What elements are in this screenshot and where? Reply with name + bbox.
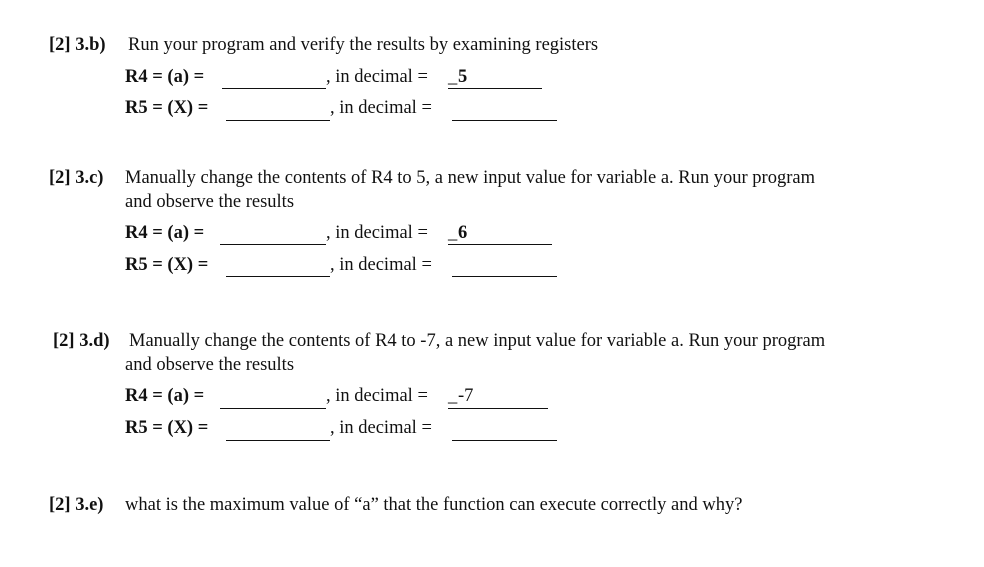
q3c-r4-decimal-blank [448,244,552,245]
q3b-r5-decimal-blank [452,120,557,121]
q3d-r4-decimal-blank [448,408,548,409]
q3b-r5-hex-blank [226,120,330,121]
q3b-r4-decimal-answer: 5 [458,67,468,87]
q3b-tag: [2] 3.b) [49,35,106,55]
q3e-question-text: what is the maximum value of “a” that the function can execute correctly and why? [125,495,743,515]
q3b-r4-label: R4 = (a) = [125,67,205,87]
q3c-question-line2: and observe the results [125,192,295,212]
q3d-r5-label: R5 = (X) = [125,418,209,438]
q3c-r4-hex-blank [220,244,326,245]
q3d-r5-hex-blank [226,440,330,441]
q3b-r4-prefix: _ [448,67,458,87]
q3c-tag: [2] 3.c) [49,168,104,188]
q3b-r5-mid: , in decimal = [330,98,432,118]
q3d-question-line1: Manually change the contents of R4 to -7, a new input value for variable a. Run your program [129,331,826,351]
q3c-r4-prefix: _ [448,223,458,243]
q3d-r4-mid: , in decimal = [326,386,428,406]
q3c-r4-label: R4 = (a) = [125,223,205,243]
q3d-r4-prefix: _ [448,386,458,406]
q3d-tag: [2] 3.d) [53,331,110,351]
q3c-r5-label: R5 = (X) = [125,255,209,275]
q3c-r4-mid: , in decimal = [326,223,428,243]
q3b-r5-label: R5 = (X) = [125,98,209,118]
q3b-r4-hex-blank [222,88,326,89]
q3b-r4-decimal-blank [448,88,542,89]
q3d-r4-decimal-answer: -7 [458,386,474,406]
q3d-r5-mid: , in decimal = [330,418,432,438]
q3c-r4-decimal-answer: 6 [458,223,468,243]
q3c-r5-mid: , in decimal = [330,255,432,275]
q3c-question-line1: Manually change the contents of R4 to 5, a new input value for variable a. Run your program [125,168,815,188]
q3d-r4-label: R4 = (a) = [125,386,205,406]
q3d-r4-hex-blank [220,408,326,409]
q3b-question-text: Run your program and verify the results by examining registers [128,35,599,55]
q3c-r5-decimal-blank [452,276,557,277]
q3d-r5-decimal-blank [452,440,557,441]
q3b-r4-mid: , in decimal = [326,67,428,87]
q3d-question-line2: and observe the results [125,355,295,375]
q3c-r5-hex-blank [226,276,330,277]
q3e-tag: [2] 3.e) [49,495,104,515]
